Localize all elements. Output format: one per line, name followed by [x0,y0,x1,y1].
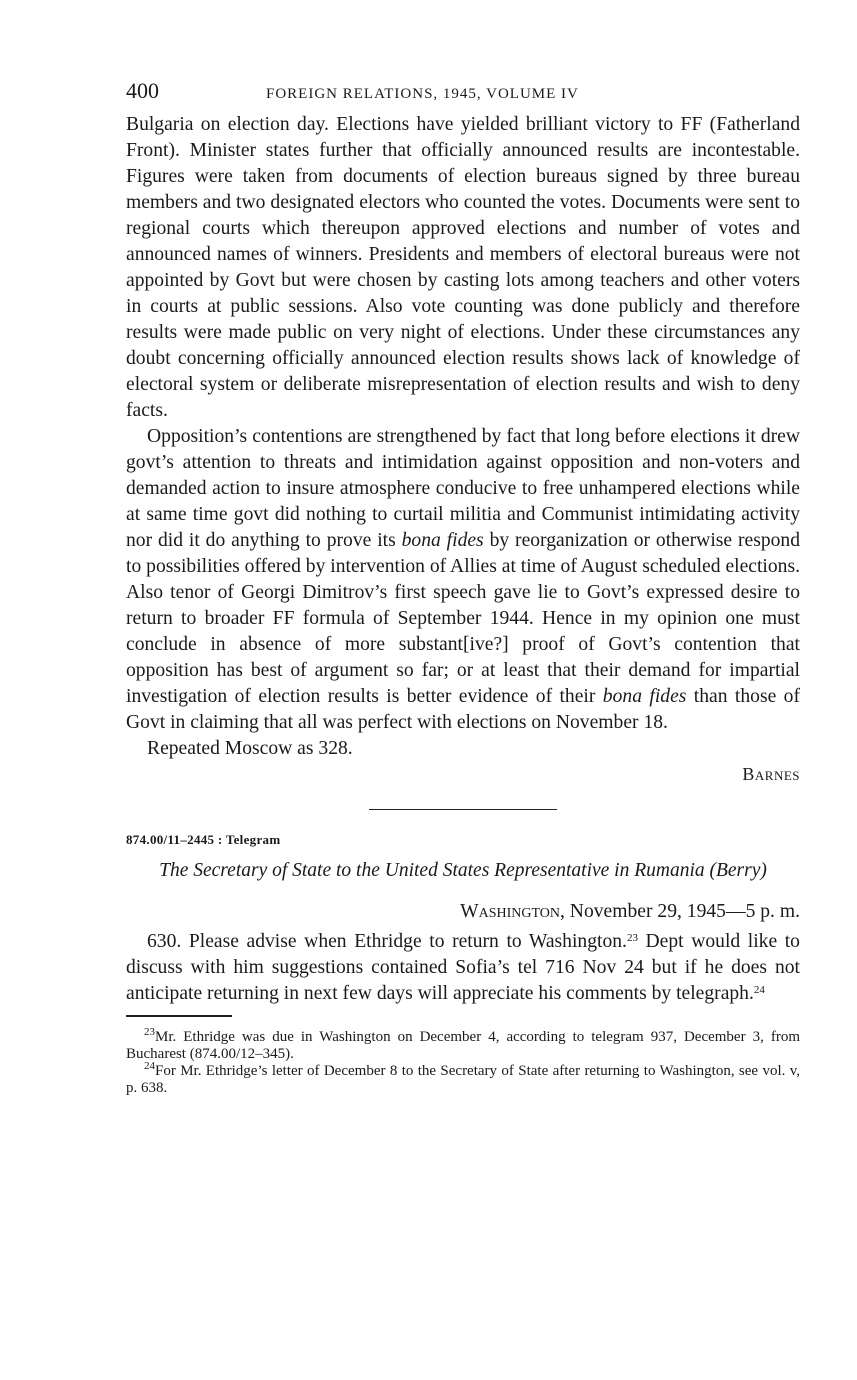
footnote-text: For Mr. Ethridge’s letter of December 8 to the Secretary of State after returning to Washington, see vol. v, p. 638. [126,1063,800,1096]
paragraph-3: Repeated Moscow as 328. [147,738,353,759]
footnote-ref-23[interactable]: 23 [626,932,638,944]
document-body-1 [126,112,800,762]
footnote-mark: 24 [144,1060,155,1072]
file-reference: 874.00/11–2445 : Telegram [126,832,281,847]
paragraph-2-italic-1: bona fides [401,530,484,551]
footnote-ref-24[interactable]: 24 [753,984,765,996]
footnote-divider [126,1015,232,1017]
running-head [126,78,800,112]
document-page [126,78,800,1097]
footnote-23 [126,1026,800,1063]
running-head-title: FOREIGN RELATIONS, 1945, VOLUME IV [266,86,579,102]
footnote-text: Mr. Ethridge was due in Washington on December 4, according to telegram 937, December 3, from Bucharest (874.00/12–345). [126,1029,800,1062]
paragraph-2 [126,424,800,736]
page-number: 400 [126,78,159,103]
dateline-place: Washington [460,901,560,922]
document-body-2 [126,929,800,1007]
section-divider [369,809,557,810]
paragraph-2-italic-2: bona fides [602,686,687,707]
paragraph-2-text-a: Opposition’s contentions are strengthened by fact that long before elections it drew govt’s attention to threats and intimidation against opposition and non-voters and demanded action to insure atmosphere conducive to free unhampered elections while at same time govt did nothing to curtail militia and Communist intimidating activity nor did it do anything to prove its [126,426,800,551]
footnotes [126,1026,800,1097]
footnote-mark: 23 [144,1026,155,1038]
telegram-text-b: Dept would like to discuss with him suggestions contained Sofia’s tel 716 Nov 24 but if he does not anticipate returning in next few days will appreciate his comments by telegraph. [126,931,800,1004]
paragraph-1: Bulgaria on election day. Elections have yielded brilliant victory to FF (Fatherland Front). Minister states further that officially announced results are incontestable. Figures were taken from documents of election bureaus signed by three bureau members and two designated electors who counted the votes. Documents were sent to regional courts which thereupon approved elections and number of votes and announced names of winners. Presidents and members of electoral bureaus were not appointed by Govt but were chosen by casting lots among teachers and other voters in courts at public sessions. Also vote counting was done publicly and therefore results were made public on very night of elections. Under these circumstances any doubt concerning officially announced election results shows lack of knowledge of electoral system or deliberate misrepresentation of election results and wish to deny facts. [126,114,800,421]
telegram-text-a: 630. Please advise when Ethridge to return to Washington. [147,931,627,952]
footnote-24 [126,1060,800,1097]
paragraph-2-text-c: than those of Govt in claiming that all was perfect with elections on November 18. [126,686,800,733]
dateline-date: , November 29, 1945—5 p. m. [560,901,800,922]
paragraph-2-text-b: by reorganization or otherwise respond to possibilities offered by intervention of Allies at time of August scheduled elections. Also tenor of Georgi Dimitrov’s first speech gave lie to Govt’s expressed desire to return to broader FF formula of September 1944. Hence in my opinion one must conclude in absence of more substant[ive?] proof of Govt’s contention that opposition has best of argument so far; or at least that their demand for impartial investigation of election results is better evidence of their [126,530,801,707]
dateline [126,901,800,923]
document-title: The Secretary of State to the United States Representative in Rumania (Berry) [159,860,767,881]
telegram-paragraph [126,929,800,1007]
signature: Barnes [742,764,800,784]
